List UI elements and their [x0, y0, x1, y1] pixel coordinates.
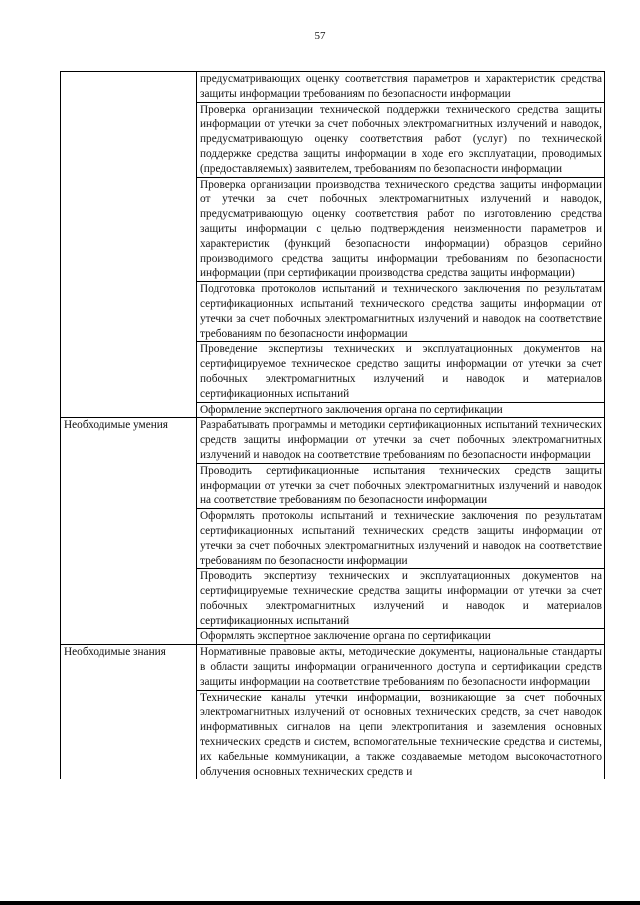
table-cell-text: Подготовка протоколов испытаний и технического заключения по результатам сертификационных испытаний технического средства защиты информации от утечки за счет побочных электромагнитных излучений и наводок на соответствие требованиям по безопасности информации	[197, 282, 605, 342]
table-cell-text: Проверка организации технической поддержки технического средства защиты информации от утечки за счет побочных электромагнитных излучений и наводок, предусматривающую оценку соответствия работ (услуг) по технической поддержке средства защиты информации в ходе его эксплуатации, проводимых (предоставляемых) заявителем, требованиям по безопасности информации	[197, 102, 605, 177]
table-cell-text: Проводить экспертизу технических и эксплуатационных документов на сертифицируемые технические средства защиты информации от утечки за счет побочных электромагнитных излучений и наводок и материалов сертификационных испытаний	[197, 569, 605, 629]
table-cell-text: Проводить сертификационные испытания технических средств защиты информации от утечки за счет побочных электромагнитных излучений и наводок на соответствие требованиям по безопасности информации	[197, 463, 605, 508]
table-cell-text: предусматривающих оценку соответствия параметров и характеристик средства защиты информации требованиям по безопасности информации	[197, 72, 605, 103]
scan-bottom-edge	[0, 901, 640, 905]
table-row	[61, 645, 605, 690]
table-cell-text: Оформлять экспертное заключение органа по сертификации	[197, 629, 605, 645]
table-cell-text: Нормативные правовые акты, методические документы, национальные стандарты в области защиты информации ограниченного доступа и сертификации средств защиты информации на соответствие требованиям по безопасности информации	[197, 645, 605, 690]
requirements-table	[60, 71, 605, 779]
table-cell-text: Оформлять протоколы испытаний и технические заключения по результатам сертификационных испытаний технических средств защиты информации от утечки за счет побочных электромагнитных излучений и наводок на соответствие требованиям по безопасности информации	[197, 509, 605, 569]
table-cell-text: Технические каналы утечки информации, возникающие за счет побочных электромагнитных излучений от основных технических средств, за счет наводок информативных сигналов на цепи электропитания и заземления основных технических средств и систем, вспомогательные технические средства и системы, их кабельные коммуникации, а также создаваемые методом высокочастотного облучения основных технических средств и	[197, 690, 605, 779]
table-cell-text: Проверка организации производства технического средства защиты информации от утечки за счет побочных электромагнитных излучений и наводок, предусматривающую оценку соответствия работ по изготовлению средства защиты информации с целью подтверждения неизменности параметров и характеристик (функций безопасности информации) образцов серийно производимого средства защиты информации требованиям по безопасности информации (при сертификации производства средства защиты информации)	[197, 177, 605, 282]
row-label-skills: Необходимые умения	[61, 418, 197, 645]
page-number: 57	[314, 30, 326, 42]
table-cell-text: Оформление экспертного заключения органа по сертификации	[197, 402, 605, 418]
row-label-knowledge: Необходимые знания	[61, 645, 197, 780]
table-row	[61, 72, 605, 103]
table-row	[61, 418, 605, 463]
table-cell-text: Проведение экспертизы технических и эксплуатационных документов на сертифицируемое техническое средство защиты информации от утечки за счет побочных электромагнитных излучений и наводок и материалов сертификационных испытаний	[197, 342, 605, 402]
row-label-empty	[61, 72, 197, 418]
table-cell-text: Разрабатывать программы и методики сертификационных испытаний технических средств защиты информации от утечки за счет побочных электромагнитных излучений и наводок на соответствие требованиям по безопасности информации	[197, 418, 605, 463]
